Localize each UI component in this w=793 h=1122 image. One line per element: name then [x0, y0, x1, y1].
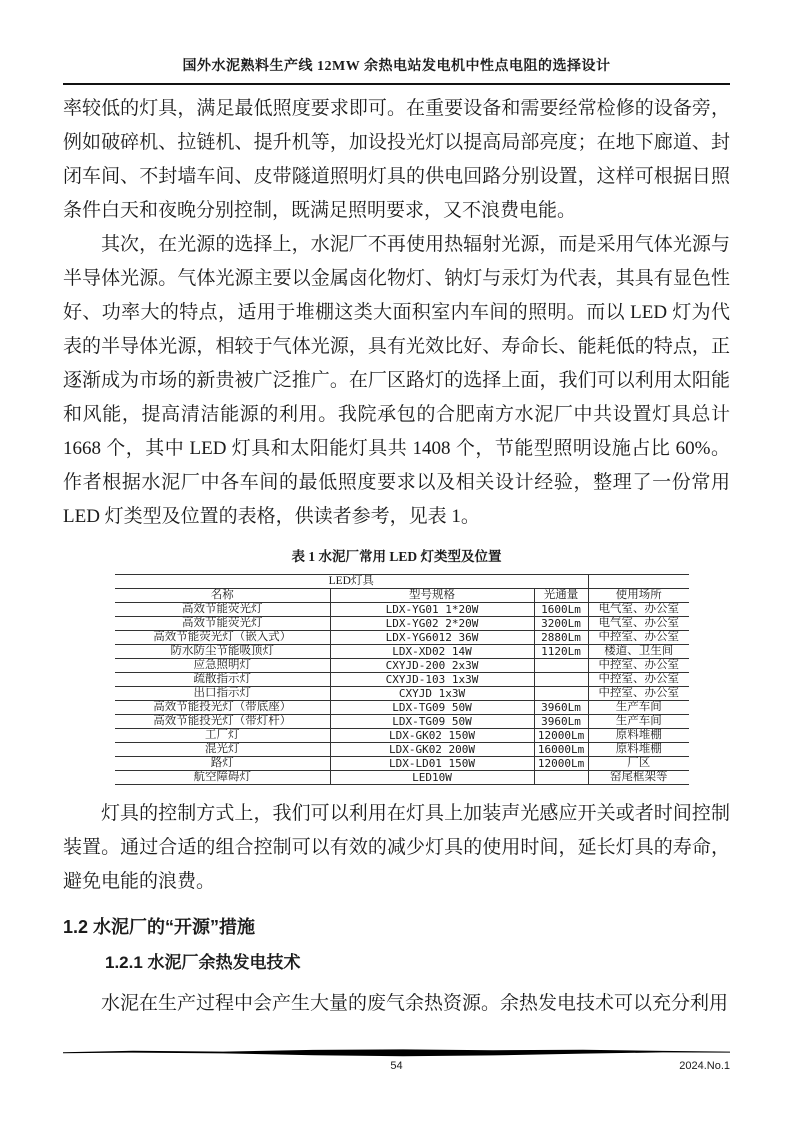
table-cell-location: 中控室、办公室: [588, 687, 689, 701]
table-cell-name: 路灯: [115, 757, 330, 771]
table-row: [115, 729, 689, 743]
column-header-location: 使用场所: [588, 589, 689, 603]
table-row: [115, 771, 689, 785]
table-row: [115, 617, 689, 631]
table-row: [115, 715, 689, 729]
table-row: [115, 631, 689, 645]
running-header-title: 国外水泥熟料生产线 12MW 余热电站发电机中性点电阻的选择设计: [182, 59, 611, 74]
column-header-flux: 光通量: [534, 589, 588, 603]
table-caption: 表 1 水泥厂常用 LED 灯类型及位置: [291, 549, 502, 564]
paragraph-light-sources: 其次，在光源的选择上，水泥厂不再使用热辐射光源，而是采用气体光源与半导体光源。气体光源主要以金属卤化物灯、钠灯与汞灯为代表，其具有显色性好、功率大的特点，适用于堆棚这类大面积室内车间的照明。而以 LED 灯为代表的半导体光源，相较于气体光源，具有光效比好、寿命长、能耗低的特点，正逐渐成为市场的新贵被广泛推广。在厂区路灯的选择上面，我们可以利用太阳能和风能，提高清洁能源的利用。我院承包的合肥南方水泥厂中共设置灯具总计 1668 个，其中 LED 灯具和太阳能灯具共 1408 个，节能型照明设施占比 60%。作者根据水泥厂中各车间的最低照度要求以及相关设计经验，整理了一份常用 LED 灯类型及位置的表格，供读者参考，见表 1。: [63, 234, 730, 527]
table-cell-name: 混光灯: [115, 743, 330, 757]
table-cell-flux: 1600Lm: [534, 603, 588, 617]
table-cell-model: CXYJD 1x3W: [330, 687, 534, 701]
table-cell-flux: [534, 673, 588, 687]
table-cell-location: 楼道、卫生间: [588, 645, 689, 659]
column-header-name: 名称: [115, 589, 330, 603]
table-cell-location: 原料堆棚: [588, 743, 689, 757]
table-column-header-row: [115, 589, 689, 603]
table-cell-model: CXYJD-103 1x3W: [330, 673, 534, 687]
paragraph-control-methods: 灯具的控制方式上，我们可以利用在灯具上加装声光感应开关或者时间控制装置。通过合适的组合控制可以有效的减少灯具的使用时间，延长灯具的寿命，避免电能的浪费。: [63, 803, 730, 892]
table-cell-flux: 3200Lm: [534, 617, 588, 631]
led-table-body: [115, 603, 689, 785]
page-footer: [63, 1049, 730, 1074]
table-cell-flux: 2880Lm: [534, 631, 588, 645]
footer-rule: [63, 1049, 730, 1057]
table-cell-flux: 3960Lm: [534, 701, 588, 715]
table-cell-flux: 1120Lm: [534, 645, 588, 659]
table-cell-name: 出口指示灯: [115, 687, 330, 701]
table-cell-model: LDX-TG09 50W: [330, 715, 534, 729]
table-cell-model: LDX-TG09 50W: [330, 701, 534, 715]
section-heading-1-2: 1.2 水泥厂的“开源”措施: [63, 917, 256, 937]
page-body: [63, 92, 730, 1021]
table-row: [115, 659, 689, 673]
table-row: [115, 743, 689, 757]
table-row: [115, 645, 689, 659]
table-row: [115, 687, 689, 701]
table-cell-name: 航空障碍灯: [115, 771, 330, 785]
table-cell-location: 生产车间: [588, 715, 689, 729]
table-cell-model: LDX-GK02 200W: [330, 743, 534, 757]
table-cell-name: 高效节能荧光灯（嵌入式）: [115, 631, 330, 645]
table-row: [115, 701, 689, 715]
table-cell-name: 防水防尘节能吸顶灯: [115, 645, 330, 659]
table-cell-model: LDX-LD01 150W: [330, 757, 534, 771]
table-cell-model: LED10W: [330, 771, 534, 785]
table-cell-location: 厂区: [588, 757, 689, 771]
table-cell-location: 电气室、办公室: [588, 603, 689, 617]
table-cell-location: 中控室、办公室: [588, 673, 689, 687]
table-cell-name: 工厂灯: [115, 729, 330, 743]
column-header-model: 型号规格: [330, 589, 534, 603]
table-cell-name: 高效节能荧光灯: [115, 617, 330, 631]
table-cell-location: 生产车间: [588, 701, 689, 715]
page-header: [63, 57, 730, 85]
page-number: 54: [390, 1060, 403, 1072]
paragraph-lighting-control-continued: 率较低的灯具，满足最低照度要求即可。在重要设备和需要经常检修的设备旁，例如破碎机、拉链机、提升机等，加设投光灯以提高局部亮度；在地下廊道、封闭车间、不封墙车间、皮带隧道照明灯具的供电回路分别设置，这样可根据日照条件白天和夜晚分别控制，既满足照明要求，又不浪费电能。: [63, 98, 730, 221]
section-heading-1-2-1: 1.2.1 水泥厂余热发电技术: [105, 953, 301, 972]
table-cell-name: 疏散指示灯: [115, 673, 330, 687]
table-cell-location: 中控室、办公室: [588, 631, 689, 645]
table-cell-flux: [534, 687, 588, 701]
paragraph-waste-heat-intro: 水泥在生产过程中会产生大量的废气余热资源。余热发电技术可以充分利用: [101, 993, 729, 1014]
table-group-header-row: [115, 575, 689, 589]
table-cell-model: CXYJD-200 2x3W: [330, 659, 534, 673]
table-group-header-cell: LED灯具: [115, 575, 588, 589]
led-table: [115, 574, 689, 785]
table-cell-flux: 12000Lm: [534, 757, 588, 771]
table-cell-name: 应急照明灯: [115, 659, 330, 673]
table-cell-flux: [534, 771, 588, 785]
table-cell-model: LDX-YG6012 36W: [330, 631, 534, 645]
table-row: [115, 673, 689, 687]
footer-text-row: [63, 1059, 730, 1074]
table-cell-location: 原料堆棚: [588, 729, 689, 743]
table-cell-location: 中控室、办公室: [588, 659, 689, 673]
table-cell-flux: 3960Lm: [534, 715, 588, 729]
table-cell-name: 高效节能投光灯（带灯杆）: [115, 715, 330, 729]
table-cell-name: 高效节能投光灯（带底座）: [115, 701, 330, 715]
table-row: [115, 603, 689, 617]
table-cell-model: LDX-YG01 1*20W: [330, 603, 534, 617]
table-group-header-empty-cell: [588, 575, 689, 589]
table-cell-location: 电气室、办公室: [588, 617, 689, 631]
table-cell-model: LDX-YG02 2*20W: [330, 617, 534, 631]
table-row: [115, 757, 689, 771]
table-cell-flux: 12000Lm: [534, 729, 588, 743]
table-cell-name: 高效节能荧光灯: [115, 603, 330, 617]
table-cell-model: LDX-GK02 150W: [330, 729, 534, 743]
issue-label: 2024.No.1: [679, 1060, 730, 1072]
table-cell-location: 窑尾框架等: [588, 771, 689, 785]
table-cell-model: LDX-XD02 14W: [330, 645, 534, 659]
table-cell-flux: [534, 659, 588, 673]
table-cell-flux: 16000Lm: [534, 743, 588, 757]
